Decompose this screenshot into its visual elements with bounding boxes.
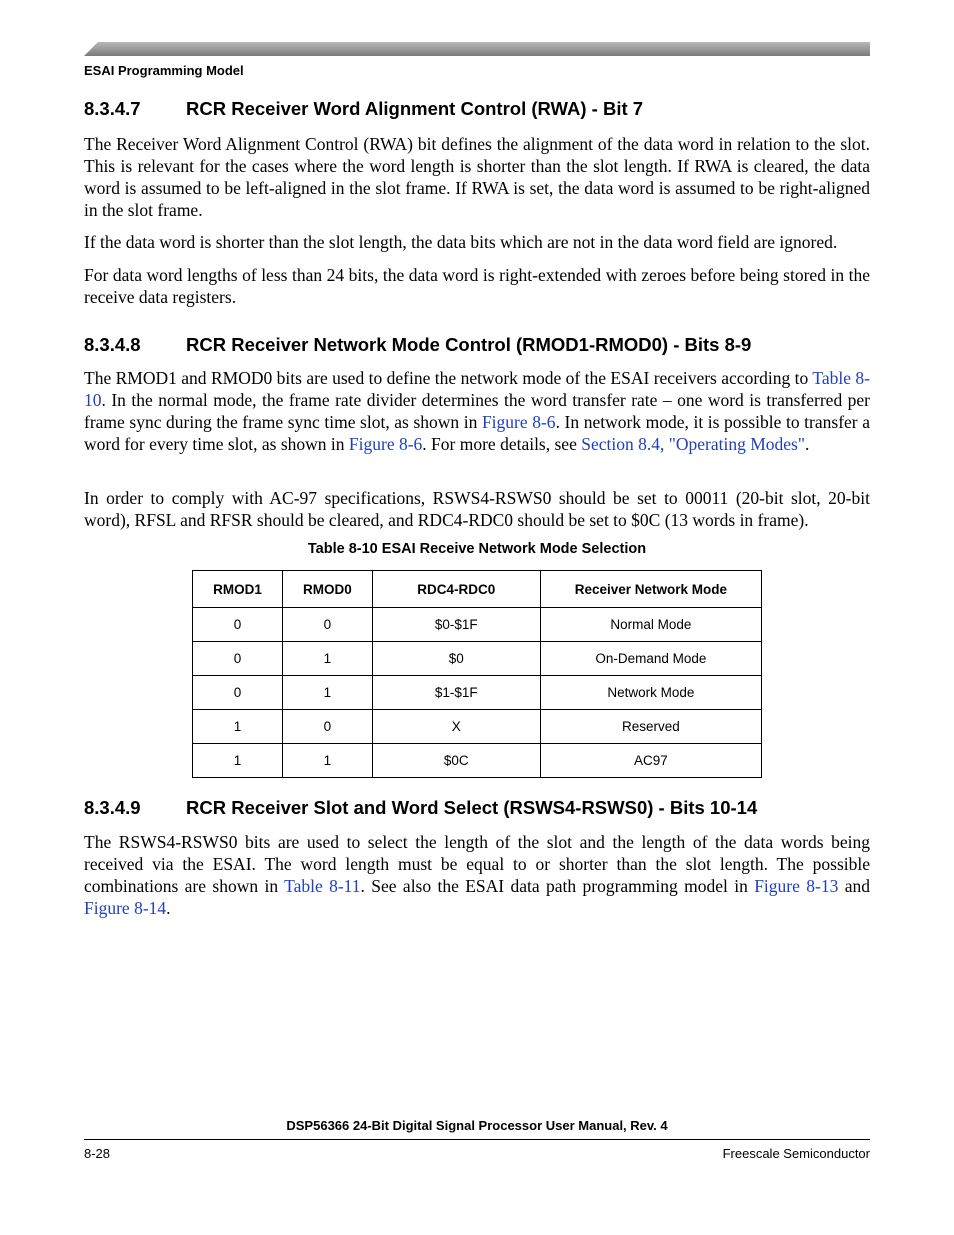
section-heading-8-3-4-8 xyxy=(84,334,751,356)
table-cell: Network Mode xyxy=(540,676,761,710)
paragraph: If the data word is shorter than the slot length, the data bits which are not in the data word field are ignored. xyxy=(84,232,838,252)
header-banner xyxy=(84,42,870,56)
column-header: RDC4-RDC0 xyxy=(372,571,540,608)
table-cell: Reserved xyxy=(540,710,761,744)
section-number: 8.3.4.7 xyxy=(84,98,141,119)
table-cell: X xyxy=(372,710,540,744)
footer-document-title: DSP56366 24-Bit Digital Signal Processor User Manual, Rev. 4 xyxy=(286,1118,668,1133)
table-cell: 0 xyxy=(193,608,283,642)
table-cell: 0 xyxy=(193,676,283,710)
text-run: . xyxy=(166,898,171,918)
page-number: 8-28 xyxy=(84,1146,111,1161)
section-number: 8.3.4.9 xyxy=(84,797,141,818)
text-run: . In network mode, it is possible to transfer a word for every time slot, as shown in xyxy=(84,412,870,454)
paragraph: In order to comply with AC-97 specifications, RSWS4-RSWS0 should be set to 00011 (20-bit slot, 20-bit word), RFSL and RFSR should be cleared, and RDC4-RDC0 should be set to $0C (13 words in frame). xyxy=(84,488,870,530)
table-cell: $1-$1F xyxy=(372,676,540,710)
section-8-4-link[interactable]: Section 8.4, "Operating Modes" xyxy=(581,434,805,454)
table-cell: 1 xyxy=(282,676,372,710)
table-cell: 1 xyxy=(282,642,372,676)
table-cell: $0C xyxy=(372,744,540,778)
text-run: . For more details, see xyxy=(422,434,582,454)
figure-8-13-link[interactable]: Figure 8-13 xyxy=(754,876,839,896)
column-header: Receiver Network Mode xyxy=(540,571,761,608)
footer-divider xyxy=(84,1139,870,1140)
section-number: 8.3.4.8 xyxy=(84,334,141,355)
footer-company: Freescale Semiconductor xyxy=(722,1146,870,1161)
table-row xyxy=(193,608,762,642)
text-run: . In the normal mode, the frame rate divider determines the word transfer rate – one word is transferred per frame sync during the frame sync time slot, as shown in xyxy=(84,390,870,432)
text-run: and xyxy=(838,876,870,896)
section-heading-8-3-4-9 xyxy=(84,797,757,819)
paragraph: For data word lengths of less than 24 bits, the data word is right-extended with zeroes before being stored in the receive data registers. xyxy=(84,265,870,307)
table-row xyxy=(193,676,762,710)
column-header: RMOD0 xyxy=(282,571,372,608)
table-8-11-link[interactable]: Table 8-11 xyxy=(284,876,361,896)
running-head: ESAI Programming Model xyxy=(84,63,244,78)
table-cell: On-Demand Mode xyxy=(540,642,761,676)
table-cell: 1 xyxy=(193,710,283,744)
paragraph: The Receiver Word Alignment Control (RWA) bit defines the alignment of the data word in relation to the slot. This is relevant for the cases where the word length is shorter than the slot length. If RWA is cleared, the data word is assumed to be left-aligned in the slot frame. If RWA is set, the data word is assumed to be right-aligned in the slot frame. xyxy=(84,134,870,220)
network-mode-table xyxy=(192,570,762,778)
table-row xyxy=(193,642,762,676)
table-cell: 1 xyxy=(193,744,283,778)
paragraph xyxy=(84,831,870,919)
table-row xyxy=(193,710,762,744)
table-cell: 0 xyxy=(282,710,372,744)
figure-8-14-link[interactable]: Figure 8-14 xyxy=(84,898,167,918)
text-run: The RSWS4-RSWS0 bits are used to select the length of the slot and the length of the data words being received via the ESAI. The word length must be equal to or shorter than the slot length. The possible combinations are shown in xyxy=(84,832,870,896)
table-8-10-link[interactable]: Table 8-10 xyxy=(84,368,870,410)
table-cell: 1 xyxy=(282,744,372,778)
table-cell: Normal Mode xyxy=(540,608,761,642)
text-run: . xyxy=(805,434,810,454)
table-header-row xyxy=(193,571,762,608)
section-heading-8-3-4-7 xyxy=(84,98,643,120)
table-row xyxy=(193,744,762,778)
figure-8-6-link[interactable]: Figure 8-6 xyxy=(348,434,423,454)
paragraph xyxy=(84,367,870,455)
section-title: RCR Receiver Network Mode Control (RMOD1-RMOD0) - Bits 8-9 xyxy=(186,334,752,355)
table-cell: AC97 xyxy=(540,744,761,778)
table-cell: 0 xyxy=(282,608,372,642)
section-title: RCR Receiver Slot and Word Select (RSWS4-RSWS0) - Bits 10-14 xyxy=(186,797,758,818)
table-cell: $0-$1F xyxy=(372,608,540,642)
table-cell: 0 xyxy=(193,642,283,676)
text-run: The RMOD1 and RMOD0 bits are used to define the network mode of the ESAI receivers according to xyxy=(84,368,813,388)
table-cell: $0 xyxy=(372,642,540,676)
column-header: RMOD1 xyxy=(193,571,283,608)
section-title: RCR Receiver Word Alignment Control (RWA) - Bit 7 xyxy=(186,98,644,119)
table-caption: Table 8-10 ESAI Receive Network Mode Selection xyxy=(307,541,647,557)
text-run: . See also the ESAI data path programming model in xyxy=(360,876,755,896)
figure-8-6-link[interactable]: Figure 8-6 xyxy=(481,412,556,432)
